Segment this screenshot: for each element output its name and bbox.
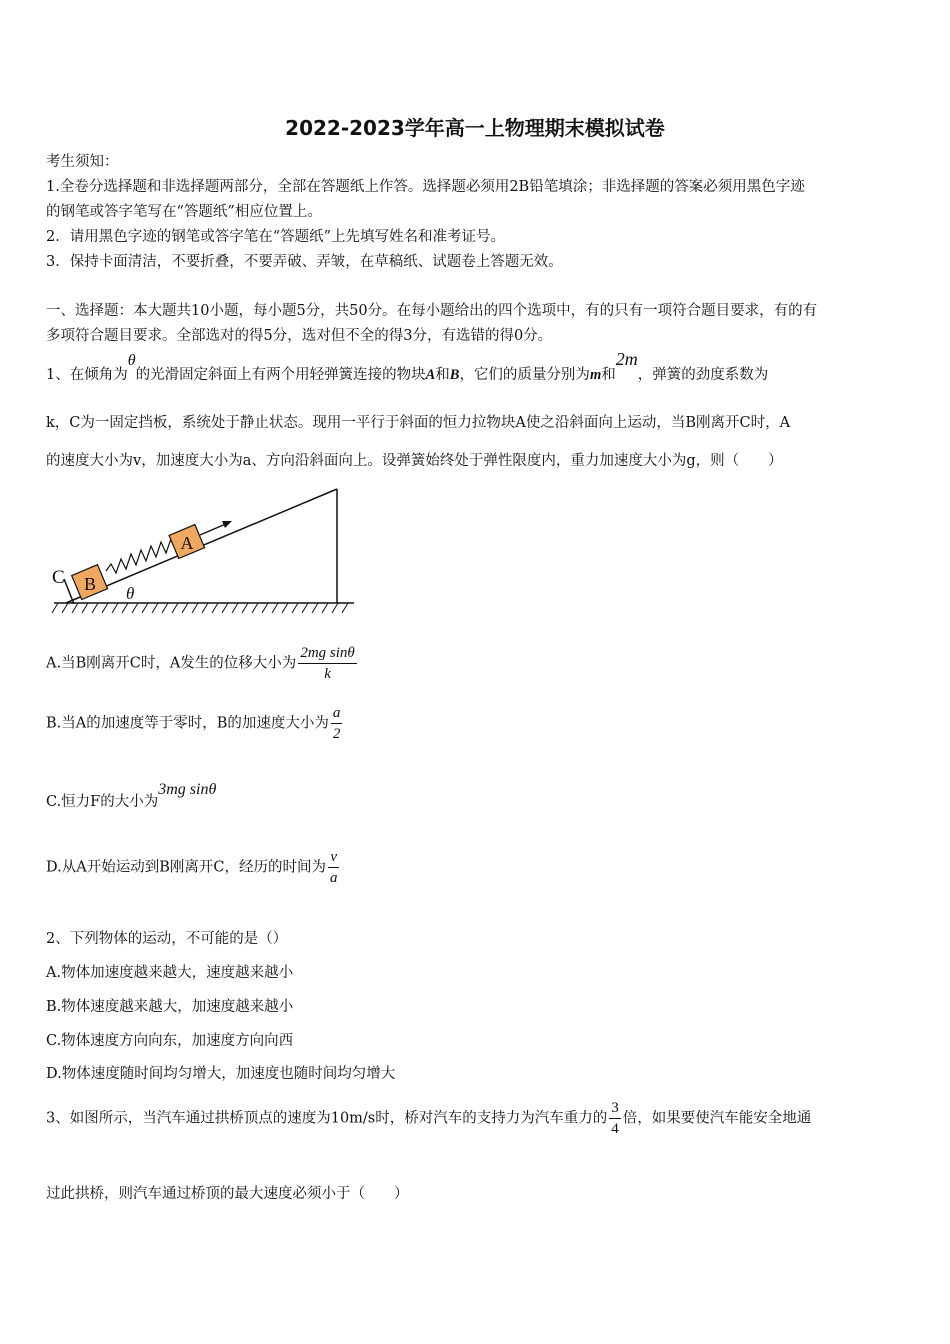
fraction [609, 1098, 621, 1139]
notice-item-1b: 的钢笔或答字笔写在“答题纸”相应位置上。 [46, 204, 322, 220]
notice-item-3: 3．保持卡面清洁，不要折叠，不要弄破、弄皱，在草稿纸、试题卷上答题无效。 [46, 254, 563, 270]
q3-stem-line2: 过此拱桥，则汽车通过桥顶的最大速度必须小于（ ） [46, 1186, 409, 1202]
q1-stem-line1 [46, 349, 908, 394]
q1-figure [48, 483, 358, 621]
q1-two-m: 2m [615, 349, 638, 369]
q1-text: 和 [435, 367, 450, 383]
q1-text: 和 [601, 367, 616, 383]
q2-option-b: B.物体速度越来越大，加速度越来越小 [46, 999, 294, 1015]
figure-label-theta: θ [126, 584, 135, 603]
option-c-expression: 3mg sinθ [158, 781, 217, 798]
notice-item-2: 2．请用黑色字迹的钢笔或答字笔在“答题纸”上先填写姓名和准考证号。 [46, 229, 506, 245]
option-text: D.从A开始运动到B刚离开C，经历的时间为 [46, 859, 326, 876]
fraction-denominator: k [324, 666, 331, 682]
q3-stem-line1 [46, 1098, 908, 1139]
fraction-denominator: 4 [611, 1121, 619, 1137]
q1-option-a [46, 643, 908, 684]
fraction [331, 703, 343, 744]
figure-label-a: A [180, 533, 194, 553]
q1-option-d [46, 847, 908, 888]
q2-option-c: C.物体速度方向向东，加速度方向向西 [46, 1033, 294, 1049]
q2-option-a: A.物体加速度越来越大，速度越来越小 [46, 965, 294, 981]
q1-var-b: B [449, 367, 460, 383]
fraction-denominator: a [329, 870, 338, 886]
fraction-numerator: a [331, 703, 343, 724]
q1-text: 1、在倾角为 [46, 367, 128, 383]
q1-text: ，弹簧的劲度系数为 [637, 367, 769, 383]
q1-var-m: m [589, 367, 602, 383]
q3-text: 倍，如果要使汽车能安全地通 [622, 1110, 812, 1127]
notice-item-1a: 1.全卷分选择题和非选择题两部分，全部在答题纸上作答。选择题必须用2B铅笔填涂；非选择题的答案必须用黑色字迹 [46, 179, 805, 195]
fraction-numerator: v [328, 847, 340, 868]
figure-label-c: C [52, 567, 65, 588]
option-text: B.当A的加速度等于零时，B的加速度大小为 [46, 715, 329, 732]
fraction [328, 847, 340, 888]
option-text: C.恒力F的大小为 [46, 794, 159, 810]
option-text: A.当B刚离开C时，A发生的位移大小为 [46, 655, 297, 672]
q1-option-c [46, 781, 908, 817]
q1-stem-line3: 的速度大小为v，加速度大小为a、方向沿斜面向上。设弹簧始终处于弹性限度内，重力加速度大小为g，则（ ） [46, 453, 783, 469]
section-intro-1: 一、选择题：本大题共10小题，每小题5分，共50分。在每小题给出的四个选项中，有的只有一项符合题目要求，有的有 [46, 303, 818, 319]
figure-label-b: B [83, 574, 97, 594]
fraction-numerator: 2mg sinθ [298, 643, 356, 664]
notice-heading: 考生须知： [46, 154, 119, 170]
q3-text: 3、如图所示，当汽车通过拱桥顶点的速度为10m/s时，桥对汽车的支持力为汽车重力的 [46, 1110, 608, 1127]
q1-option-b [46, 703, 908, 744]
fraction-numerator: 3 [609, 1098, 621, 1119]
q1-stem-line2: k，C为一固定挡板，系统处于静止状态。现用一平行于斜面的恒力拉物块A使之沿斜面向上运动，当B刚离开C时，A [46, 415, 791, 431]
q1-theta: θ [127, 352, 136, 369]
q1-text: ，它们的质量分别为 [459, 367, 590, 383]
q1-text: 的光滑固定斜面上有两个用轻弹簧连接的物块 [135, 367, 426, 383]
q2-option-d: D.物体速度随时间均匀增大，加速度也随时间均匀增大 [46, 1066, 396, 1082]
fraction-denominator: 2 [332, 726, 341, 742]
page-title: 2022-2023学年高一上物理期末模拟试卷 [285, 116, 665, 140]
fraction [298, 643, 356, 684]
q2-stem: 2、下列物体的运动，不可能的是（） [46, 931, 288, 947]
section-intro-2: 多项符合题目要求。全部选对的得5分，选对但不全的得3分，有选错的得0分。 [46, 328, 553, 344]
q1-var-a: A [425, 367, 436, 383]
